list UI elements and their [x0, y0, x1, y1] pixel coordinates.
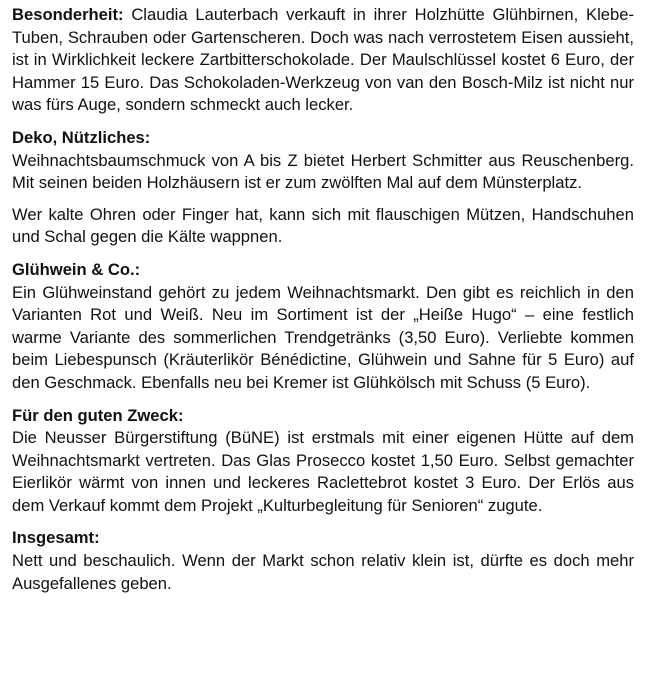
- section-heading: Für den guten Zweck:: [12, 405, 184, 425]
- section-besonderheit: [12, 4, 634, 117]
- section-insgesamt: [12, 527, 634, 595]
- section-paragraph: Weihnachtsbaumschmuck von A bis Z bietet Herbert Schmitter aus Reuschenberg. Mit seinen beiden Holzhäusern ist er zum zwölften Mal auf dem Münsterplatz.: [12, 150, 634, 193]
- section-deko: [12, 127, 634, 249]
- section-gluehwein: [12, 259, 634, 395]
- section-paragraph: Wer kalte Ohren oder Finger hat, kann sich mit flauschigen Mützen, Handschuhen und Schal gegen die Kälte wappnen.: [12, 204, 634, 247]
- section-paragraph: Die Neusser Bürgerstiftung (BüNE) ist erstmals mit einer eigenen Hütte auf dem Weihnachtsmarkt vertreten. Das Glas Prosecco kostet 1,50 Euro. Selbst gemachter Eierlikör wärmt von innen und leckeres Raclettebrot kostet 3 Euro. Der Erlös aus dem Verkauf kommt dem Projekt „Kulturbegleitung für Senioren“ zugute.: [12, 428, 634, 515]
- section-paragraph: Nett und beschaulich. Wenn der Markt schon relativ klein ist, dürfte es doch mehr Ausgefallenes geben.: [12, 551, 634, 593]
- section-heading: Besonderheit:: [12, 5, 124, 24]
- section-text: Claudia Lauterbach verkauft in ihrer Holzhütte Glühbirnen, Klebe-Tuben, Schrauben oder Gartenscheren. Doch was nach verrostetem Eisen aussieht, ist in Wirklichkeit leckere Zartbitterschokolade. Der Maulschlüssel kostet 6 Euro, der Hammer 15 Euro. Das Schokoladen-Werkzeug von van den Bosch-Milz ist nicht nur was fürs Auge, sondern schmeckt auch lecker.: [12, 5, 634, 115]
- section-heading: Deko, Nützliches:: [12, 127, 151, 147]
- section-heading: Insgesamt:: [12, 528, 100, 548]
- section-paragraph: Ein Glühweinstand gehört zu jedem Weihnachtsmarkt. Den gibt es reichlich in den Varianten Rot und Weiß. Neu im Sortiment ist der „Heiße Hugo“ – eine festlich warme Variante des sommerlichen Trendgetränks (3,50 Euro). Verliebte kommen beim Liebespunsch (Kräuterlikör Bénédictine, Glühwein und Sahne für 5 Euro) auf den Geschmack. Ebenfalls neu bei Kremer ist Glühkölsch mit Schuss (5 Euro).: [12, 282, 634, 392]
- section-guter-zweck: [12, 405, 634, 518]
- section-heading: Glühwein & Co.:: [12, 259, 141, 279]
- section-paragraph: [12, 4, 634, 117]
